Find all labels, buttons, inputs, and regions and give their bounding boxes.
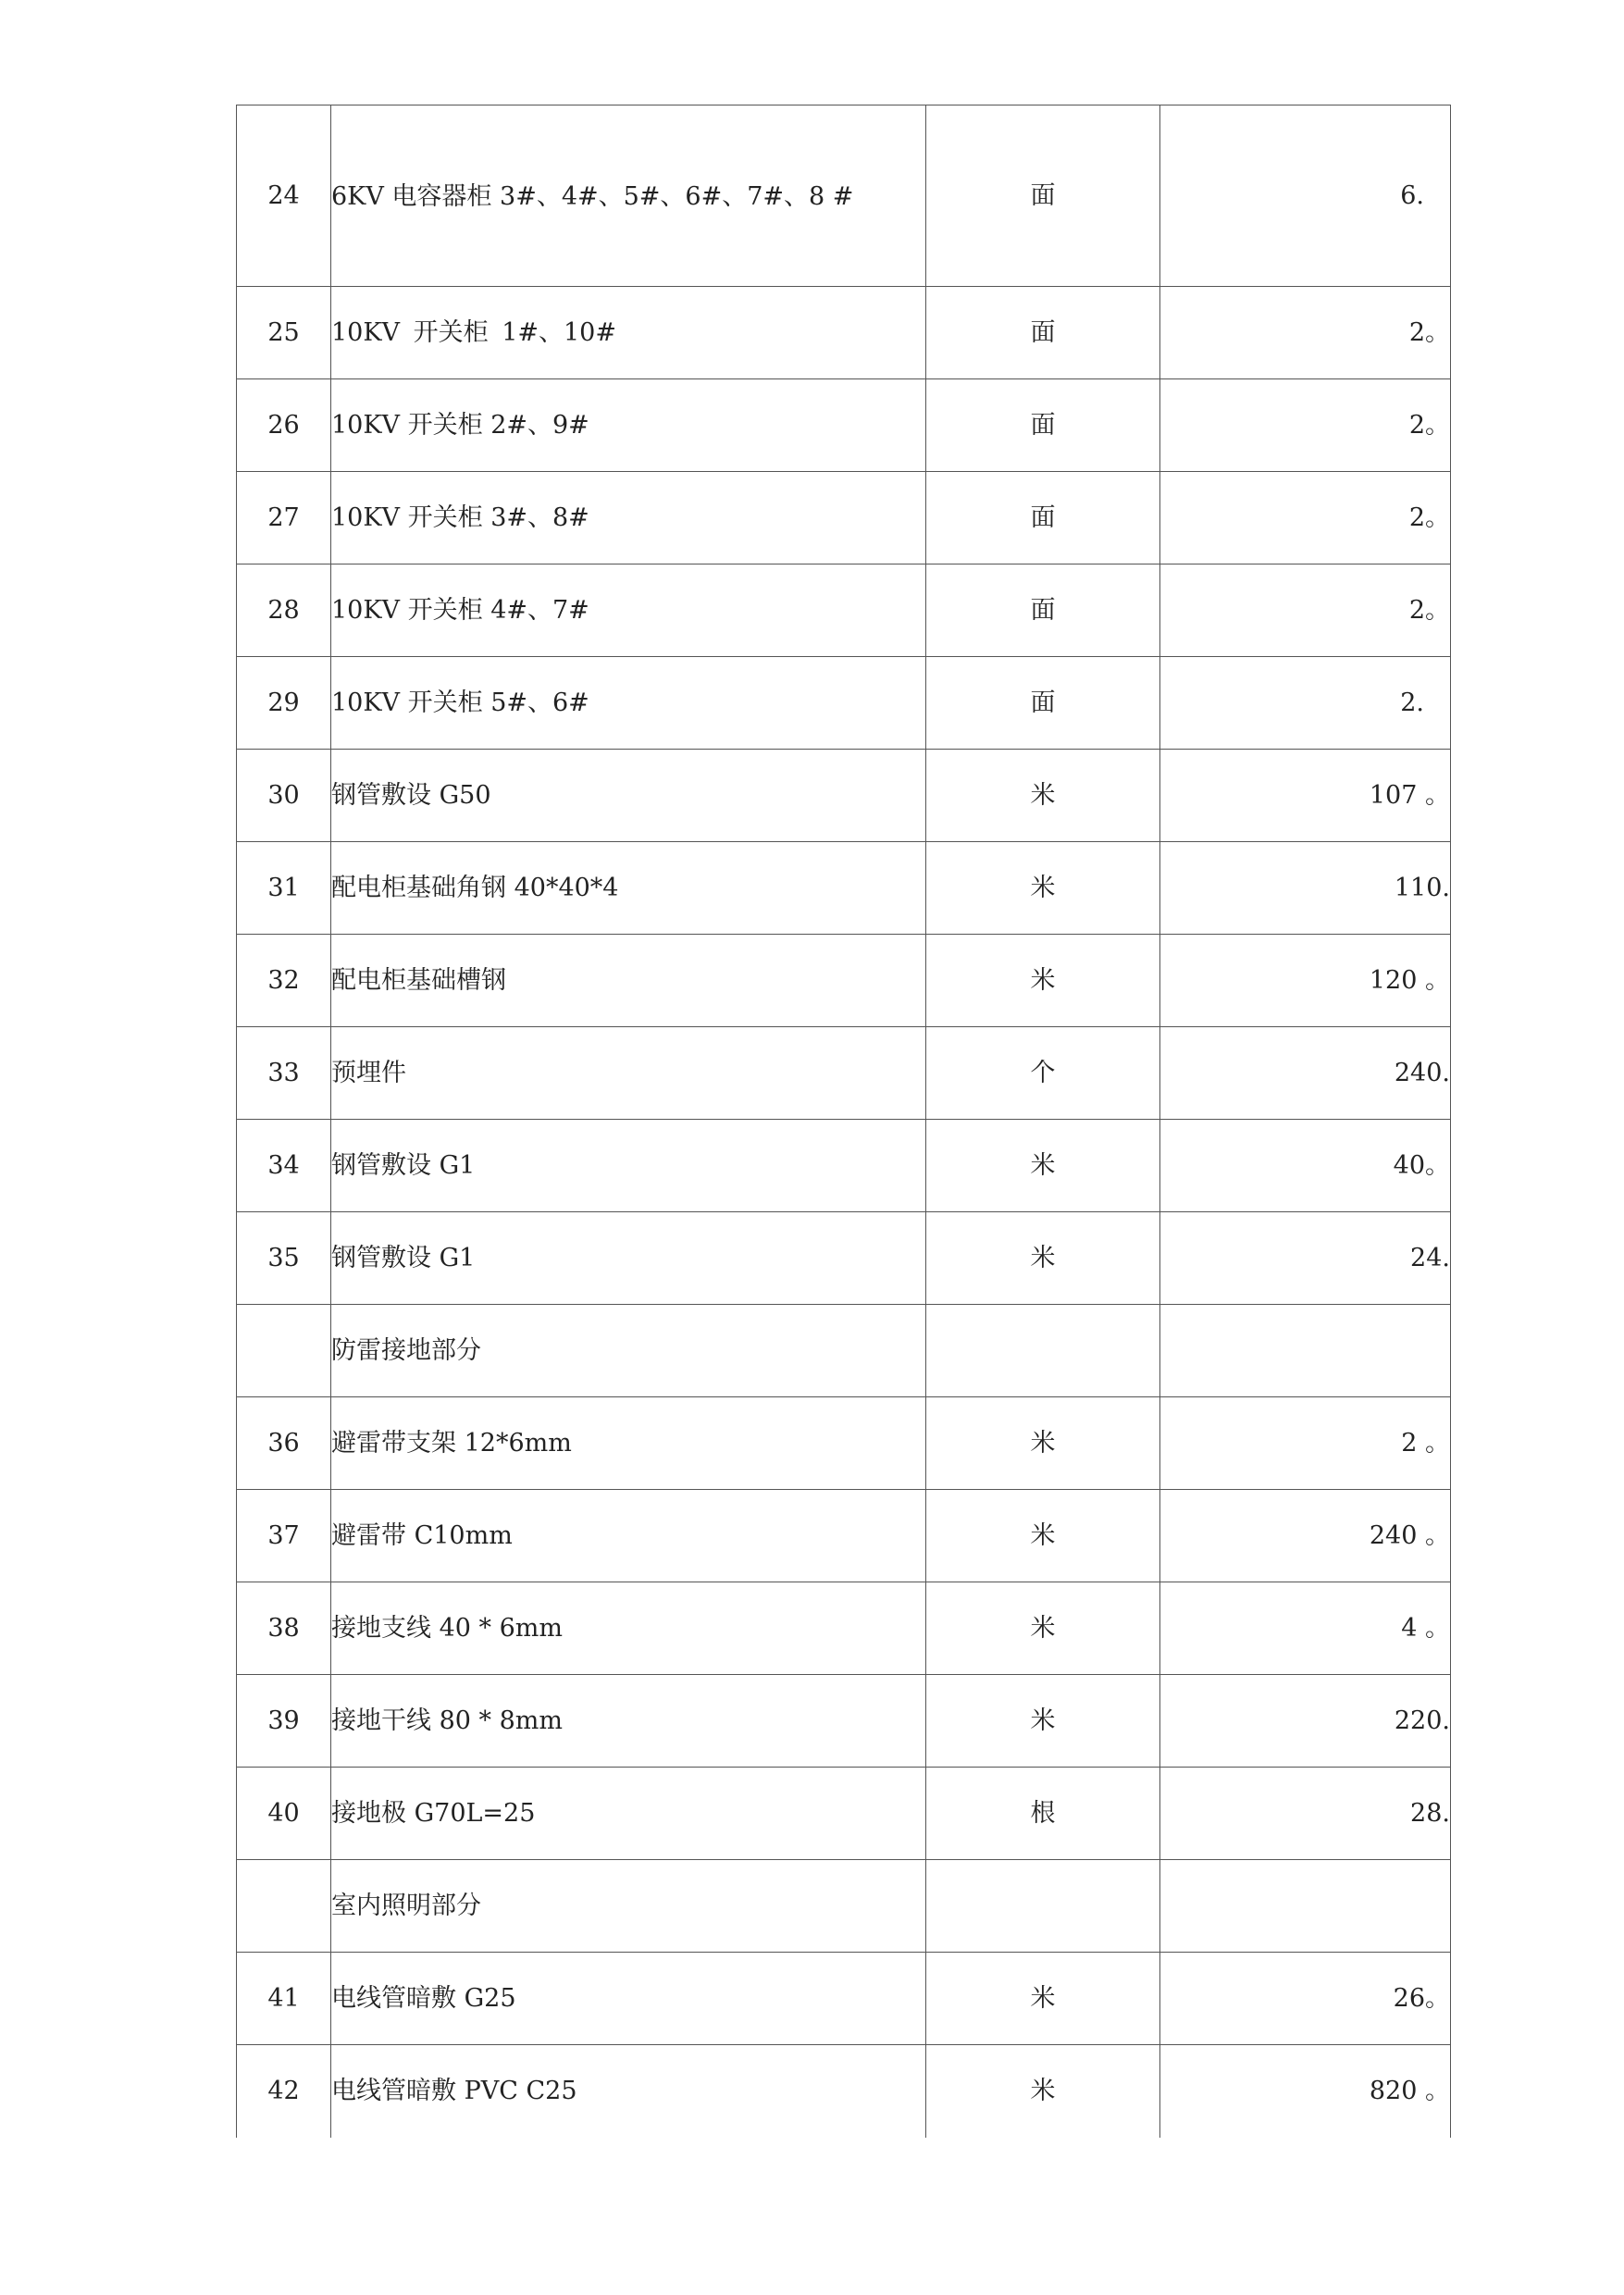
item-name: 避雷带 C10mm	[331, 1490, 926, 1582]
materials-table	[236, 105, 1451, 2138]
row-number: 24	[237, 105, 331, 287]
row-number: 31	[237, 842, 331, 935]
item-quantity: 40。	[1160, 1120, 1451, 1212]
item-quantity: 220.	[1160, 1675, 1451, 1768]
table-row	[237, 472, 1451, 564]
item-quantity	[1160, 1860, 1451, 1953]
row-number	[237, 1305, 331, 1397]
item-unit: 米	[926, 1120, 1160, 1212]
item-name: 接地干线 80 * 8mm	[331, 1675, 926, 1768]
table-row	[237, 287, 1451, 379]
item-unit: 米	[926, 935, 1160, 1027]
item-quantity: 2。	[1160, 472, 1451, 564]
item-unit: 米	[926, 1953, 1160, 2045]
materials-table-body	[237, 105, 1451, 2138]
table-row	[237, 1490, 1451, 1582]
item-name: 钢管敷设 G1	[331, 1212, 926, 1305]
item-quantity: 110.	[1160, 842, 1451, 935]
item-unit: 米	[926, 1397, 1160, 1490]
row-number: 29	[237, 657, 331, 750]
table-row	[237, 1582, 1451, 1675]
row-number: 27	[237, 472, 331, 564]
item-quantity: 24.	[1160, 1212, 1451, 1305]
row-number: 41	[237, 1953, 331, 2045]
row-number: 32	[237, 935, 331, 1027]
section-header-row	[237, 1860, 1451, 1953]
item-quantity: 2。	[1160, 564, 1451, 657]
table-row	[237, 842, 1451, 935]
item-unit: 根	[926, 1768, 1160, 1860]
item-name: 10KV 开关柜 2#、9#	[331, 379, 926, 472]
item-name: 电线管暗敷 PVC C25	[331, 2045, 926, 2138]
item-unit: 米	[926, 1490, 1160, 1582]
row-number	[237, 1860, 331, 1953]
item-name: 配电柜基础角钢 40*40*4	[331, 842, 926, 935]
row-number: 39	[237, 1675, 331, 1768]
item-unit: 面	[926, 287, 1160, 379]
item-unit: 面	[926, 472, 1160, 564]
item-quantity: 240.	[1160, 1027, 1451, 1120]
item-quantity: 2。	[1160, 287, 1451, 379]
item-unit: 米	[926, 842, 1160, 935]
table-row	[237, 1768, 1451, 1860]
item-unit: 个	[926, 1027, 1160, 1120]
item-unit: 面	[926, 379, 1160, 472]
section-title: 室内照明部分	[331, 1860, 926, 1953]
table-row	[237, 1212, 1451, 1305]
item-quantity: 2.	[1160, 657, 1451, 750]
item-unit	[926, 1860, 1160, 1953]
item-name: 10KV 开关柜 3#、8#	[331, 472, 926, 564]
row-number: 25	[237, 287, 331, 379]
table-row	[237, 1397, 1451, 1490]
item-name: 10KV 开关柜 4#、7#	[331, 564, 926, 657]
table-row	[237, 750, 1451, 842]
item-quantity: 240 。	[1160, 1490, 1451, 1582]
row-number: 26	[237, 379, 331, 472]
row-number: 36	[237, 1397, 331, 1490]
row-number: 28	[237, 564, 331, 657]
item-unit: 面	[926, 564, 1160, 657]
item-name: 钢管敷设 G50	[331, 750, 926, 842]
item-name: 6KV 电容器柜 3#、4#、5#、6#、7#、8 #	[331, 105, 926, 287]
item-quantity: 26。	[1160, 1953, 1451, 2045]
row-number: 37	[237, 1490, 331, 1582]
item-name: 接地支线 40 * 6mm	[331, 1582, 926, 1675]
item-unit: 米	[926, 1582, 1160, 1675]
table-row	[237, 1675, 1451, 1768]
row-number: 42	[237, 2045, 331, 2138]
item-quantity: 6.	[1160, 105, 1451, 287]
item-unit	[926, 1305, 1160, 1397]
item-unit: 米	[926, 2045, 1160, 2138]
table-row	[237, 1120, 1451, 1212]
item-name: 电线管暗敷 G25	[331, 1953, 926, 2045]
table-row	[237, 935, 1451, 1027]
table-row	[237, 105, 1451, 287]
row-number: 35	[237, 1212, 331, 1305]
item-quantity: 28.	[1160, 1768, 1451, 1860]
row-number: 34	[237, 1120, 331, 1212]
item-unit: 米	[926, 750, 1160, 842]
section-header-row	[237, 1305, 1451, 1397]
item-quantity: 4 。	[1160, 1582, 1451, 1675]
item-unit: 米	[926, 1675, 1160, 1768]
item-name: 预埋件	[331, 1027, 926, 1120]
item-unit: 面	[926, 105, 1160, 287]
table-row	[237, 1953, 1451, 2045]
item-name: 10KV 开关柜 1#、10#	[331, 287, 926, 379]
section-title: 防雷接地部分	[331, 1305, 926, 1397]
item-unit: 米	[926, 1212, 1160, 1305]
item-name: 避雷带支架 12*6mm	[331, 1397, 926, 1490]
table-row	[237, 564, 1451, 657]
row-number: 38	[237, 1582, 331, 1675]
table-row	[237, 657, 1451, 750]
item-quantity: 120 。	[1160, 935, 1451, 1027]
item-name: 配电柜基础槽钢	[331, 935, 926, 1027]
row-number: 40	[237, 1768, 331, 1860]
item-quantity: 107 。	[1160, 750, 1451, 842]
table-row	[237, 379, 1451, 472]
row-number: 33	[237, 1027, 331, 1120]
table-row	[237, 2045, 1451, 2138]
item-quantity: 2 。	[1160, 1397, 1451, 1490]
item-name: 10KV 开关柜 5#、6#	[331, 657, 926, 750]
item-name: 接地极 G70L=25	[331, 1768, 926, 1860]
item-quantity: 820 。	[1160, 2045, 1451, 2138]
item-quantity: 2。	[1160, 379, 1451, 472]
item-unit: 面	[926, 657, 1160, 750]
row-number: 30	[237, 750, 331, 842]
item-name: 钢管敷设 G1	[331, 1120, 926, 1212]
table-row	[237, 1027, 1451, 1120]
item-quantity	[1160, 1305, 1451, 1397]
